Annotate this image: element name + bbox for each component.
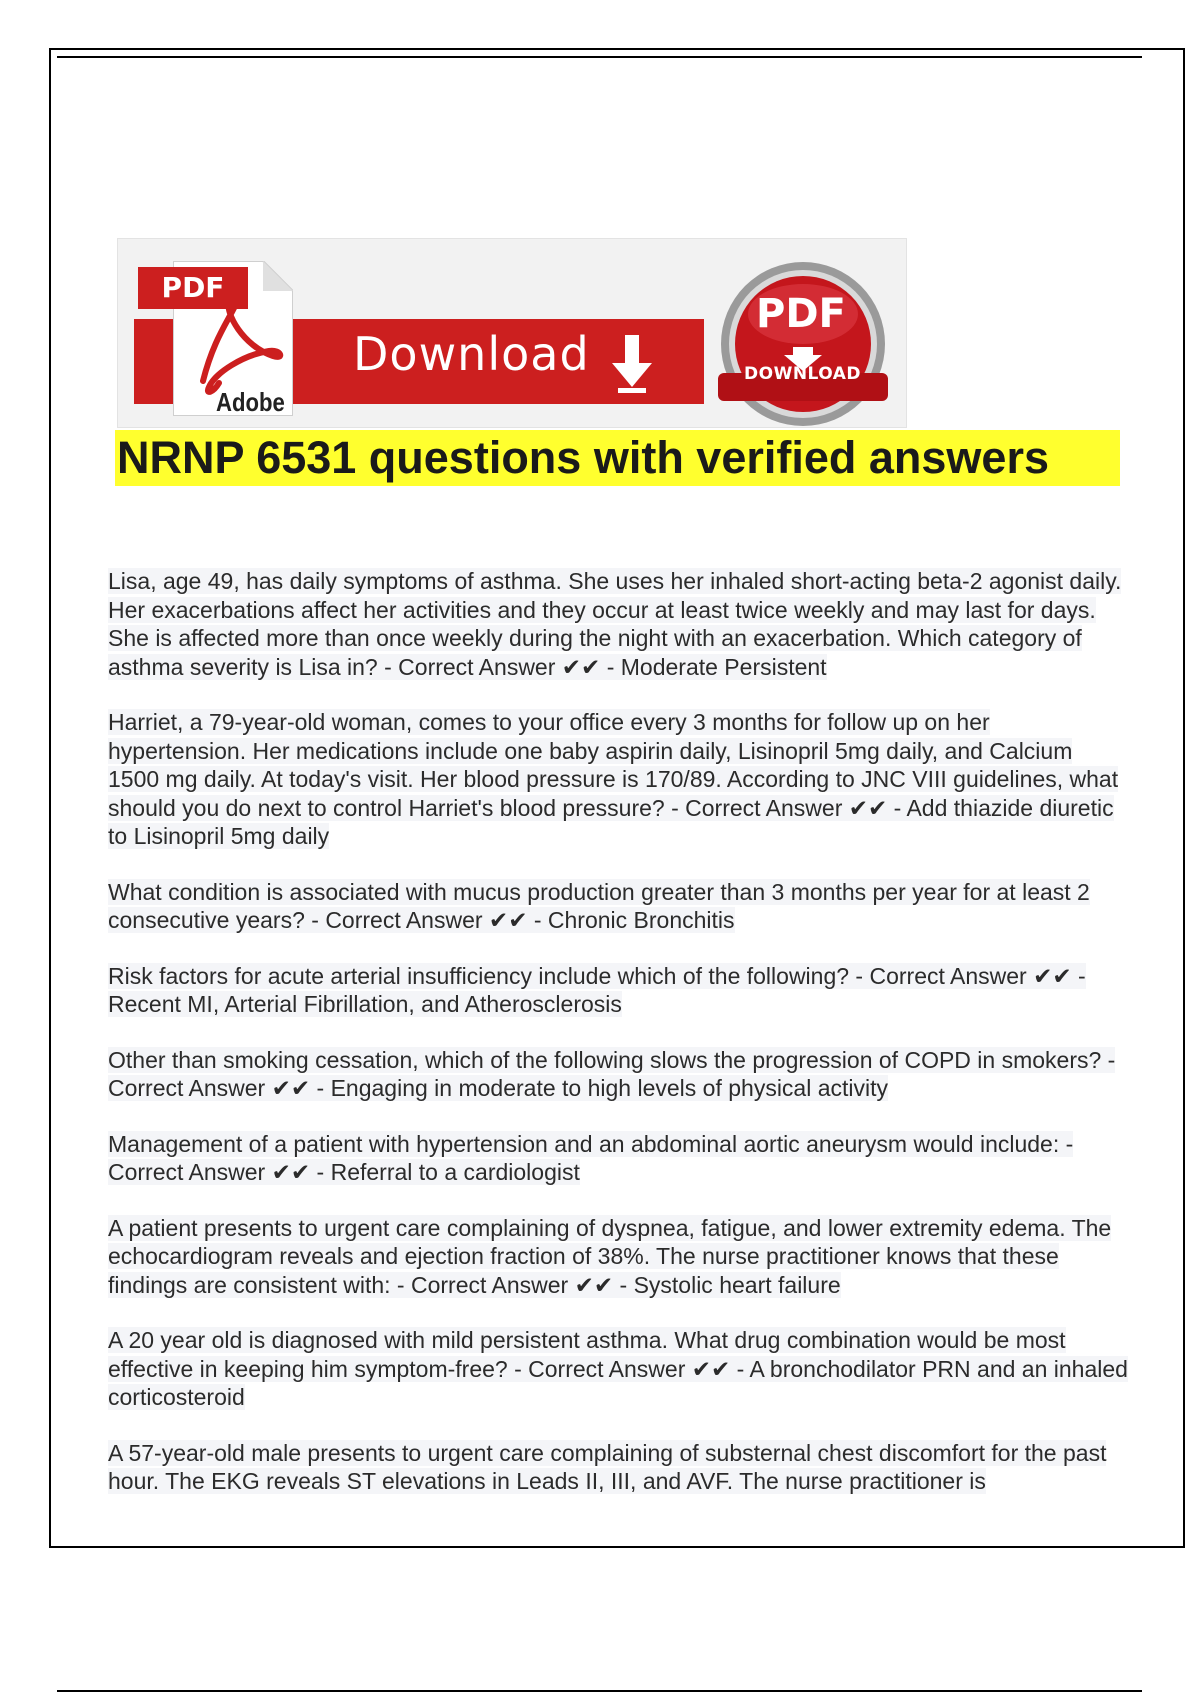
qa-item xyxy=(108,1439,1128,1496)
download-arrow-icon xyxy=(612,335,652,393)
qa-text: A patient presents to urgent care complaining of dyspnea, fatigue, and lower extremity edema. The echocardiogram reveals and ejection fraction of 38%. The nurse practitioner knows that these findings are consistent with: - Correct Answer ✔✔ - Systolic heart failure xyxy=(108,1214,1112,1298)
bottom-rule xyxy=(57,1690,1142,1692)
qa-item xyxy=(108,567,1128,681)
qa-item xyxy=(108,878,1128,935)
document-title: NRNP 6531 questions with verified answers xyxy=(115,430,1120,486)
qa-item xyxy=(108,1326,1128,1412)
qa-text: Management of a patient with hypertension and an abdominal aortic aneurysm would include: - Correct Answer ✔✔ - Referral to a cardiologist xyxy=(108,1130,1074,1185)
adobe-label: Adobe xyxy=(216,387,285,417)
qa-text: A 57-year-old male presents to urgent care complaining of substernal chest discomfort for the past hour. The EKG reveals ST elevations in Leads II, III, and AVF. The nurse practitioner is xyxy=(108,1439,1107,1494)
qa-list xyxy=(108,567,1128,1523)
qa-text: A 20 year old is diagnosed with mild persistent asthma. What drug combination would be most effective in keeping him symptom-free? - Correct Answer ✔✔ - A bronchodilator PRN and an inhaled corticosteroid xyxy=(108,1327,1128,1410)
qa-text: What condition is associated with mucus production greater than 3 months per year for at least 2 consecutive years? - Correct Answer ✔✔ - Chronic Bronchitis xyxy=(108,878,1090,933)
qa-item xyxy=(108,708,1128,851)
qa-item xyxy=(108,1046,1128,1103)
qa-item xyxy=(108,1130,1128,1187)
qa-text: Lisa, age 49, has daily symptoms of asthma. She uses her inhaled short-acting beta-2 agonist daily. Her exacerbations affect her activities and they occur at least twice weekly and may last for days. She is affected more than once weekly during the night with an exacerbation. Which category of asthma severity is Lisa in? - Correct Answer ✔✔ - Moderate Persistent xyxy=(108,568,1122,680)
circle-pdf-label: PDF xyxy=(756,291,846,337)
circle-download-label: DOWNLOAD xyxy=(744,364,862,384)
qa-text: Risk factors for acute arterial insufficiency include which of the following? - Correct Answer ✔✔ - Recent MI, Arterial Fibrillation, and Atherosclerosis xyxy=(108,962,1086,1017)
pdf-download-circle-icon[interactable] xyxy=(718,259,888,429)
download-label: Download xyxy=(353,327,590,381)
pdf-download-banner[interactable] xyxy=(117,238,907,428)
qa-text: Harriet, a 79-year-old woman, comes to your office every 3 months for follow up on her hypertension. Her medications include one baby aspirin daily, Lisinopril 5mg daily, and Calcium 1500 mg daily. At today's visit. Her blood pressure is 170/89. According to JNC VIII guidelines, what should you do next to control Harriet's blood pressure? - Correct Answer ✔✔ - Add thiazide diuretic to Lisinopril 5mg daily xyxy=(108,709,1119,849)
qa-item xyxy=(108,1214,1128,1300)
qa-item xyxy=(108,962,1128,1019)
qa-text: Other than smoking cessation, which of the following slows the progression of COPD in smokers? - Correct Answer ✔✔ - Engaging in moderate to high levels of physical activity xyxy=(108,1046,1116,1101)
pdf-tab-label: PDF xyxy=(138,267,248,309)
